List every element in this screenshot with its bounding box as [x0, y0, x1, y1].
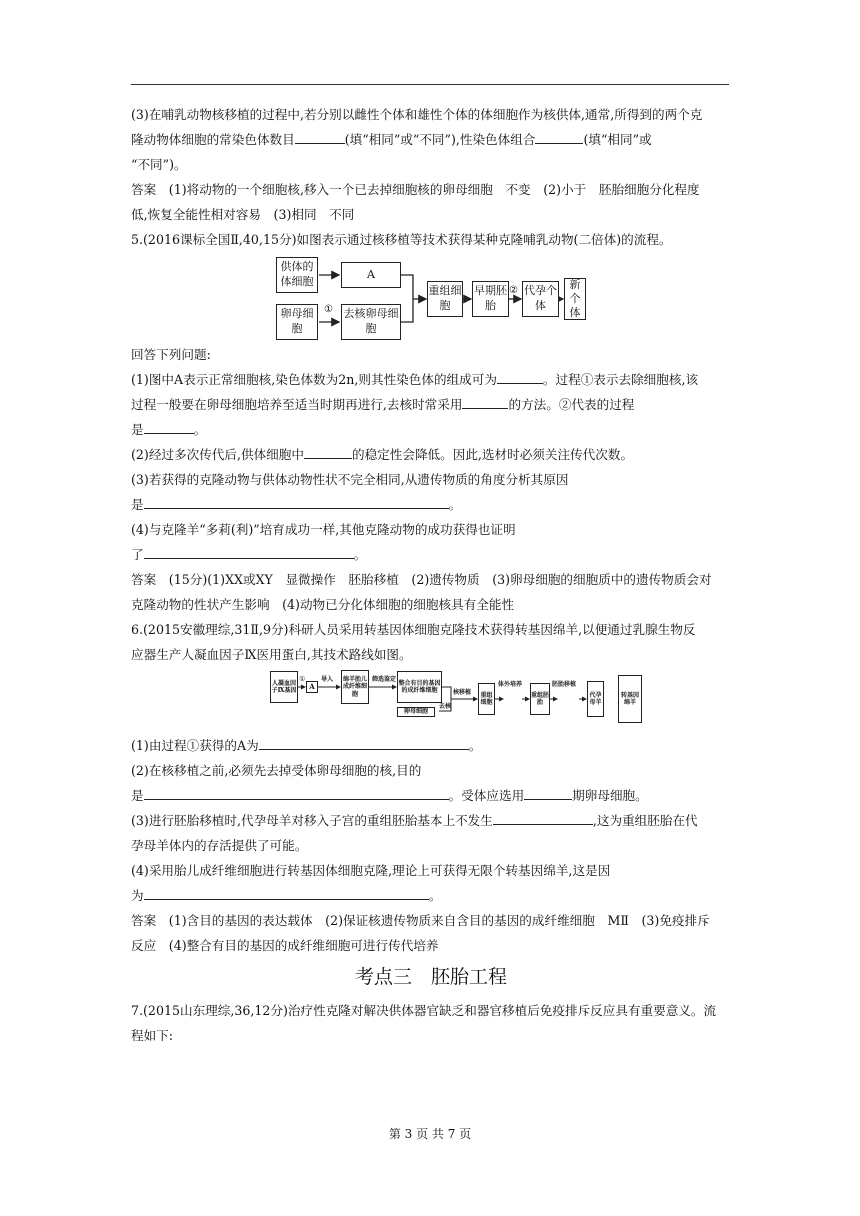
nuclear-transfer-label: 核移植: [453, 689, 472, 696]
q7-line1: 7.(2015山东理综,36,12分)治疗性克隆对解决供体器官缺乏和器官移植后免疫排斥反应具有重要意义。流: [131, 1003, 717, 1018]
q6-part4-line1: (4)采用胎儿成纤维细胞进行转基因体细胞克隆,理论上可获得无限个转基因绵羊,这是因: [131, 863, 611, 878]
step2-label: ②: [509, 285, 518, 296]
node-a-box: A: [341, 262, 401, 288]
page-content: [131, 102, 731, 1048]
q5-answer-line1: 答案 (15分)(1)XX或XY 显微操作 胚胎移植 (2)遗传物质 (3)卵母细胞的细胞质中的遗传物质会对: [131, 572, 712, 587]
answer-blank[interactable]: [144, 884, 429, 900]
text-span: 。: [468, 738, 482, 753]
q5-part3-line1: (3)若获得的克隆动物与供体动物性状不完全相同,从遗传物质的角度分析其原因: [131, 472, 569, 487]
text-span: 。过程①表示去除细胞核,该: [542, 372, 699, 387]
recombined-cell-box: 重组细胞: [427, 281, 463, 317]
answer-blank[interactable]: [295, 128, 345, 144]
text-span: (1)图中A表示正常细胞核,染色体数为2n,则其性染色体的组成可为: [131, 372, 497, 387]
answer-blank[interactable]: [144, 784, 449, 800]
step1-label: ①: [324, 304, 333, 315]
text-span: 过程一般要在卵母细胞培养至适当时期再进行,去核时常采用: [131, 397, 463, 412]
q5-prompt: 回答下列问题:: [131, 347, 211, 362]
q6-stem-line1: 6.(2015安徽理综,31Ⅱ,9分)科研人员采用转基因体细胞克隆技术获得转基因绵羊,以便通过乳腺生物反: [131, 622, 696, 637]
q6-part1: [131, 733, 731, 758]
text-span: 期卵母细胞。: [572, 788, 648, 803]
enucleate-label: 去核: [439, 703, 452, 710]
q5-stem: 5.(2016课标全国Ⅱ,40,15分)如图表示通过核移植等技术获得某种克隆哺乳动物(二倍体)的流程。: [131, 232, 672, 247]
q6-part3-line1: [131, 808, 731, 833]
answer-blank[interactable]: [144, 543, 354, 559]
page-footer: 第 3 页 共 7 页: [388, 1127, 472, 1141]
transgenic-sheep-box: 转基因绵羊: [618, 675, 642, 723]
oocyte-box: 卵母细胞: [276, 304, 318, 340]
q6-part3-line2: 孕母羊体内的存活提供了可能。: [131, 838, 308, 853]
early-embryo-box: 早期胚胎: [472, 281, 509, 317]
factor-ix-gene-box: 人凝血因子Ⅸ基因: [270, 671, 298, 703]
screen-label: 筛选鉴定: [372, 676, 397, 683]
text-span: 。: [193, 422, 207, 437]
q4-answer-line2: 低,恢复全能性相对容易 (3)相同 不同: [131, 207, 355, 222]
q6-answer-line1: 答案 (1)含目的基因的表达载体 (2)保证核遗传物质来自含目的基因的成纤维细胞 MⅡ (3)免疫排斥: [131, 913, 710, 928]
header-rule: [131, 84, 729, 85]
answer-blank[interactable]: [144, 418, 194, 434]
enucleated-oocyte-box: 去核卵母细胞: [341, 304, 401, 340]
answer-blank[interactable]: [535, 128, 583, 144]
text-span: (填“相同”或“不同”),性染色体组合: [344, 132, 536, 147]
q4-part3-line2: [131, 127, 731, 152]
q5-part3-line2: [131, 492, 731, 517]
fetal-fibroblast-box: 绵羊胎儿成纤维细胞: [341, 670, 369, 704]
text-span: (3)进行胚胎移植时,代孕母羊对移入子宫的重组胚胎基本上不发生: [131, 813, 493, 828]
q6-stem-line2: 应器生产人凝血因子Ⅸ医用蛋白,其技术路线如图。: [131, 647, 412, 662]
oocyte-box-2: 卵母细胞: [397, 707, 435, 717]
section-title: 考点三 胚胎工程: [354, 966, 507, 988]
text-span: 的稳定性会降低。因此,选材时必须关注传代次数。: [351, 447, 634, 462]
q5-answer-line2: 克隆动物的性状产生影响 (4)动物已分化体细胞的细胞核具有全能性: [131, 597, 515, 612]
q4-part3-line1: (3)在哺乳动物核移植的过程中,若分别以雌性个体和雄性个体的体细胞作为核供体,通常,所得到的两个克: [131, 107, 703, 122]
q5-part4-line2: [131, 542, 731, 567]
q6-step1-label: ①: [299, 675, 306, 683]
text-span: 。: [448, 497, 462, 512]
text-span: 是: [131, 497, 144, 512]
q5-part2: [131, 442, 731, 467]
answer-blank[interactable]: [524, 784, 572, 800]
text-span: 。受体应选用: [448, 788, 525, 803]
answer-blank[interactable]: [304, 443, 352, 459]
new-individual-box: 新个体: [564, 278, 586, 320]
embryo-transfer-label: 胚胎移植: [552, 681, 577, 688]
text-span: 的方法。②代表的过程: [508, 397, 635, 412]
q5-part4-line1: (4)与克隆羊“多莉(利)”培育成功一样,其他克隆动物的成功获得也证明: [131, 522, 516, 537]
q6-part4-line2: [131, 883, 731, 908]
text-span: ,这为重组胚胎在代: [592, 813, 698, 828]
answer-blank[interactable]: [493, 809, 593, 825]
q6-flow-diagram: [131, 667, 731, 733]
answer-blank[interactable]: [144, 493, 449, 509]
in-vitro-culture-label: 体外培养: [498, 681, 523, 688]
donor-cell-box: 供体的体细胞: [276, 257, 318, 293]
answer-blank[interactable]: [462, 393, 508, 409]
surrogate-ewe-box: 代孕母羊: [587, 681, 604, 717]
q6-part2-line2: [131, 783, 731, 808]
q7-line2: 程如下:: [131, 1028, 174, 1043]
text-span: 是: [131, 788, 144, 803]
q5-part1-line2: [131, 392, 731, 417]
import-label: 导入: [321, 676, 334, 683]
surrogate-box: 代孕个体: [522, 281, 559, 317]
q4-answer-line1: 答案 (1)将动物的一个细胞核,移入一个已去掉细胞核的卵母细胞 不变 (2)小于 胚胎细胞分化程度: [131, 182, 700, 197]
text-span: 是: [131, 422, 144, 437]
q6-answer-line2: 反应 (4)整合有目的基因的成纤维细胞可进行传代培养: [131, 938, 439, 953]
text-span: (2)经过多次传代后,供体细胞中: [131, 447, 304, 462]
q4-part3-line3: “不同”)。: [131, 157, 187, 172]
integrated-fibroblast-box: 整合有目的基因的成纤维细胞: [397, 671, 442, 703]
text-span: 为: [131, 888, 144, 903]
text-span: (填“相同”或: [583, 132, 652, 147]
q5-part1-line1: [131, 367, 731, 392]
text-span: 。: [428, 888, 442, 903]
q6-part2-line1: (2)在核移植之前,必须先去掉受体卵母细胞的核,目的: [131, 763, 422, 778]
answer-blank[interactable]: [497, 368, 543, 384]
q5-flow-diagram: [131, 252, 731, 342]
text-span: (1)由过程①获得的A为: [131, 738, 259, 753]
q5-part1-line3: [131, 417, 731, 442]
text-span: 。: [353, 547, 367, 562]
text-span: 了: [131, 547, 144, 562]
recombined-cell-box-2: 重组细胞: [478, 683, 495, 715]
answer-blank[interactable]: [259, 734, 469, 750]
q6-node-a-box: A: [306, 681, 318, 693]
recombined-embryo-box: 重组胚胎: [530, 683, 550, 715]
text-span: 隆动物体细胞的常染色体数目: [131, 132, 295, 147]
